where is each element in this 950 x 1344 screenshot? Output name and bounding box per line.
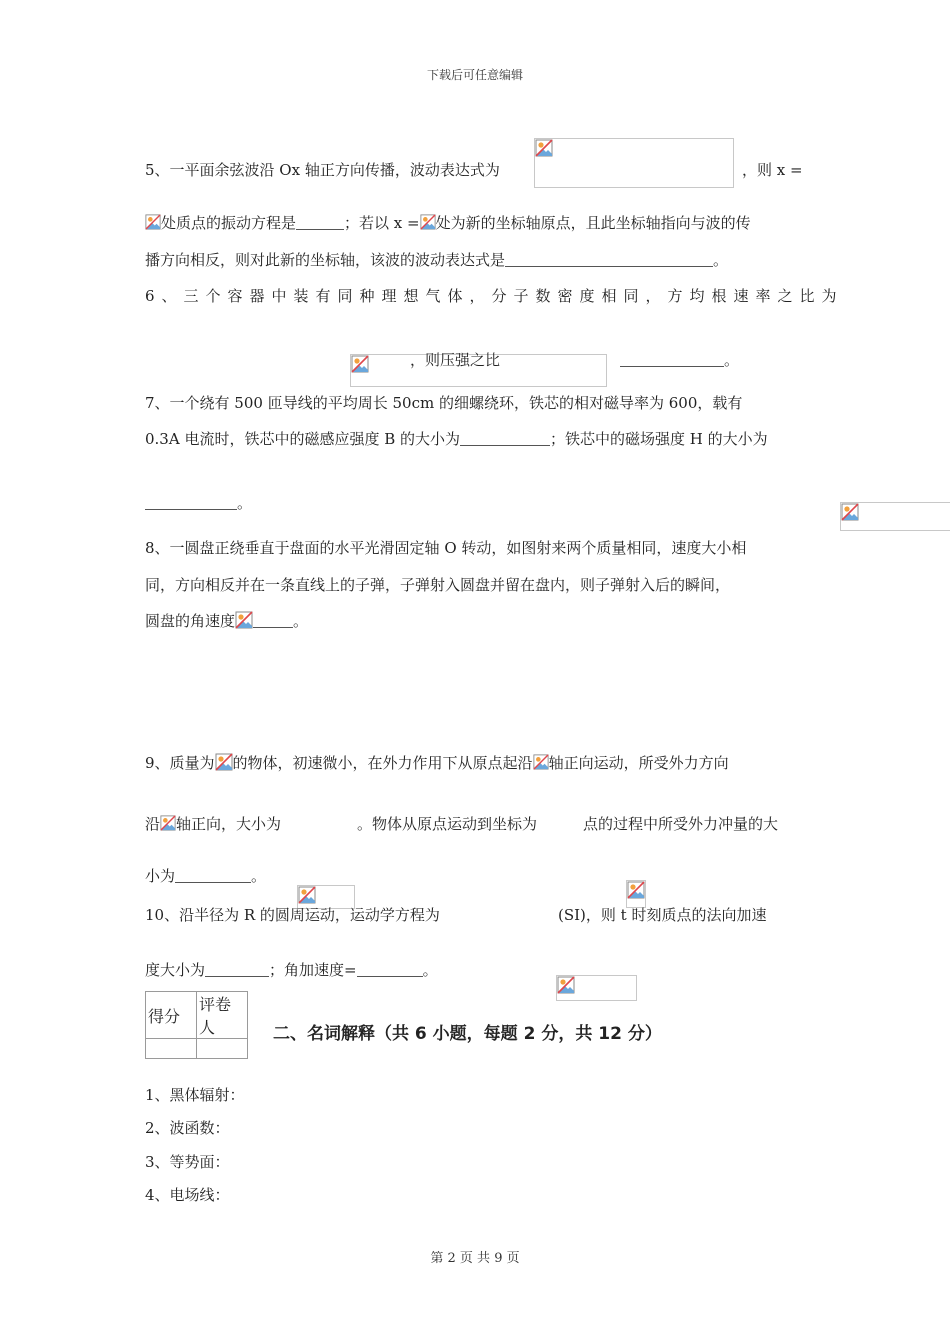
score-table — [145, 991, 248, 1059]
broken-image-icon — [215, 753, 233, 771]
grader-cell[interactable] — [197, 1039, 248, 1059]
q7-text-b: ；铁芯中的磁场强度 H 的大小为 — [550, 430, 768, 448]
q5-text-a: 5、一平面余弦波沿 Ox 轴正方向传播，波动表达式为 — [145, 161, 500, 179]
broken-image-icon — [533, 753, 549, 771]
broken-image-icon — [535, 139, 553, 157]
section-title: 二、名词解释（共 6 小题，每题 2 分，共 12 分） — [273, 1024, 662, 1044]
q5-text-c: 处质点的振动方程是 — [161, 214, 297, 232]
broken-image-icon — [841, 503, 859, 521]
q6-text-c: 。 — [724, 351, 740, 369]
q9-line3 — [145, 866, 266, 886]
answer-blank[interactable] — [357, 962, 423, 977]
answer-blank[interactable] — [505, 252, 713, 267]
q6-text-b: ，则压强之比 — [410, 351, 501, 369]
q5-text-b: ，则 x = — [742, 161, 803, 179]
grader-header: 评卷人 — [197, 992, 248, 1039]
q5-text-e: 处为新的坐标轴原点，且此坐标轴指向与波的传 — [435, 214, 751, 232]
broken-image-icon — [235, 611, 253, 629]
q7-formula-image — [840, 502, 950, 531]
q8-line1: 8、一圆盘正绕垂直于盘面的水平光滑固定轴 O 转动，如图射来两个质量相同，速度大小相 — [145, 539, 747, 557]
q5-line3 — [145, 250, 728, 270]
q7-text-c: 。 — [237, 494, 253, 512]
q9-line1 — [145, 753, 729, 773]
answer-blank[interactable] — [620, 352, 724, 367]
q5-text-d: ；若以 x = — [344, 214, 420, 232]
q9-text-f: 。物体从原点运动到坐标为 — [357, 815, 538, 833]
q10-equation-image — [556, 975, 637, 1001]
score-cell[interactable] — [146, 1039, 197, 1059]
broken-image-icon — [557, 976, 575, 994]
q7-line2 — [145, 429, 768, 449]
q5-line2 — [145, 213, 751, 233]
answer-blank[interactable] — [296, 215, 344, 230]
q10-text-a: 10、沿半径为 R 的圆周运动，运动学方程为 — [145, 906, 440, 924]
broken-image-icon — [160, 814, 176, 832]
page-header: 下载后可任意编辑 — [426, 68, 523, 82]
q10-text-c: 度大小为 — [145, 961, 206, 979]
q9-text-d: 沿 — [145, 815, 161, 833]
q9-coordinate-image — [626, 880, 646, 908]
q9-line2 — [145, 814, 281, 834]
q10-line2 — [145, 960, 438, 980]
answer-blank[interactable] — [460, 431, 550, 446]
term-3: 3、等势面： — [145, 1153, 230, 1171]
answer-blank[interactable] — [253, 613, 293, 628]
broken-image-icon — [351, 355, 369, 373]
answer-blank[interactable] — [205, 962, 269, 977]
term-1: 1、黑体辐射： — [145, 1086, 245, 1104]
q7-text-a: 0.3A 电流时，铁芯中的磁感应强度 B 的大小为 — [145, 430, 461, 448]
q9-text-i: 。 — [251, 867, 267, 885]
q9-text-b: 的物体，初速微小，在外力作用下从原点起沿 — [232, 754, 533, 772]
q9-text-c: 轴正向运动，所受外力方向 — [548, 754, 729, 772]
q8-text-a: 圆盘的角速度 — [145, 612, 236, 630]
q9-text-g: 点的过程中所受外力冲量的大 — [583, 815, 779, 833]
q6-end — [620, 350, 739, 370]
q8-text-b: 。 — [293, 612, 309, 630]
q9-text-e: 轴正向，大小为 — [176, 815, 282, 833]
broken-image-icon — [627, 881, 645, 899]
q10-text-e: 。 — [422, 961, 438, 979]
q9-text-a: 9、质量为 — [145, 754, 215, 772]
q9-text-h: 小为 — [145, 867, 176, 885]
q5-formula-image — [534, 138, 734, 188]
q8-line2: 同，方向相反并在一条直线上的子弹，子弹射入圆盘并留在盘内，则子弹射入后的瞬间， — [145, 576, 731, 594]
q7-line3 — [145, 493, 252, 513]
q5-text-f: 播方向相反，则对此新的坐标轴，该波的波动表达式是 — [145, 251, 506, 269]
broken-image-icon — [145, 213, 161, 231]
term-2: 2、波函数： — [145, 1119, 230, 1137]
q5-text-g: 。 — [713, 251, 729, 269]
q8-line3 — [145, 611, 308, 631]
page-footer: 第 2 页 共 9 页 — [430, 1251, 520, 1266]
term-4: 4、电场线： — [145, 1186, 230, 1204]
answer-blank[interactable] — [175, 868, 251, 883]
q7-line1: 7、一个绕有 500 匝导线的平均周长 50cm 的细螺绕环，铁芯的相对磁导率为 600，载有 — [145, 394, 743, 412]
broken-image-icon — [298, 886, 316, 904]
answer-blank[interactable] — [145, 495, 237, 510]
score-header: 得分 — [146, 992, 197, 1039]
q6-line1: 6、三个容器中装有同种理想气体，分子数密度相同，方均根速率之比为 — [145, 287, 844, 305]
broken-image-icon — [420, 213, 436, 231]
q10-text-d: ；角加速度= — [269, 961, 357, 979]
q10-text-b: (SI)，则 t 时刻质点的法向加速 — [558, 906, 767, 924]
q5-line1 — [145, 160, 500, 180]
